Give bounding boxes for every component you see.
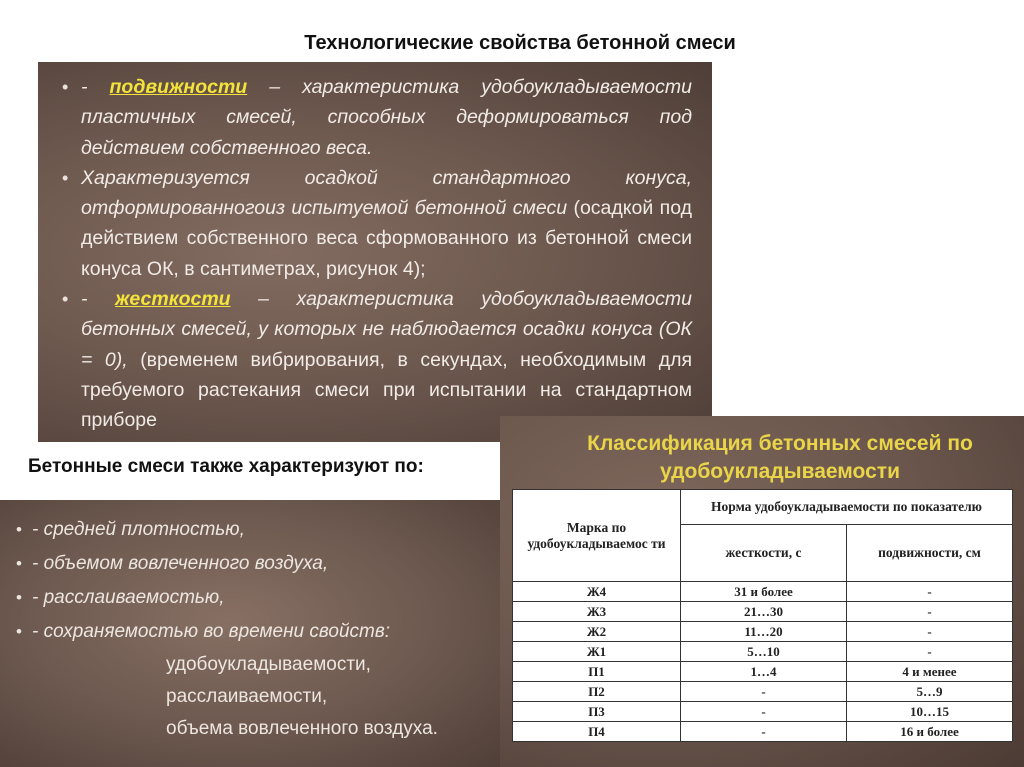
characteristics-heading: Бетонные смеси также характеризуют по: <box>28 456 424 477</box>
bullet-dot-icon: • <box>16 622 22 641</box>
term-mobility: подвижности <box>109 76 248 98</box>
cell-mobility: - <box>847 642 1013 662</box>
table-row <box>513 702 1013 722</box>
cell-mobility: - <box>847 602 1013 622</box>
mobility-definition: характеристика удобоукладываемости пластичных смесей, способных деформироваться под действием собственного веса. <box>81 76 692 159</box>
table-row <box>513 602 1013 622</box>
term-dash: – <box>247 76 303 98</box>
list-item <box>16 615 510 649</box>
cell-stiffness: - <box>681 722 847 742</box>
cell-mark: Ж1 <box>513 642 681 662</box>
cell-mobility: 4 и менее <box>847 662 1013 682</box>
bullet-prefix: - <box>81 288 116 311</box>
definition-panel <box>38 62 712 442</box>
stiffness-text-plain: (временем вибрирования, в секундах, необходимым для требуемого растекания смеси при испытании на стандартном приборе <box>81 348 693 432</box>
stiffness-text-italic: – характеристика удобоукладываемости бетонных смесей, у которых не наблюдается осадки конуса (ОК = 0), <box>81 288 692 371</box>
table-row <box>513 682 1013 702</box>
header-norm: Норма удобоукладываемости по показателю <box>681 490 1013 525</box>
cell-stiffness: - <box>681 682 847 702</box>
list-item-label: - объемом вовлеченного воздуха, <box>32 553 329 574</box>
header-stiffness: жесткости, с <box>681 525 847 582</box>
cell-stiffness: 21…30 <box>681 602 847 622</box>
slump-text-italic: Характеризуется осадкой стандартного конуса, отформированногоиз испытуемой бетонной смеси <box>81 166 692 220</box>
cell-mark: Ж3 <box>513 602 681 622</box>
cell-stiffness: 31 и более <box>681 582 847 602</box>
list-item-label: - расслаиваемостью, <box>32 587 225 608</box>
bullet-dot-icon: • <box>16 588 22 607</box>
cell-mark: Ж4 <box>513 582 681 602</box>
cell-mark: П2 <box>513 682 681 702</box>
bullet-stiffness <box>60 284 692 435</box>
sub-list-item: объема вовлеченного воздуха. <box>166 718 438 739</box>
sub-list-item: удобоукладываемости, <box>166 654 371 675</box>
cell-mobility: - <box>847 582 1013 602</box>
cell-mark: П4 <box>513 722 681 742</box>
list-item <box>16 513 510 547</box>
table-row <box>513 622 1013 642</box>
cell-mobility: 10…15 <box>847 702 1013 722</box>
cell-stiffness: 5…10 <box>681 642 847 662</box>
bullet-dot-icon: • <box>62 77 69 97</box>
table-row <box>513 642 1013 662</box>
list-item-label: - сохраняемостью во времени свойств: <box>32 621 391 642</box>
cell-mark: П3 <box>513 702 681 722</box>
table-row <box>513 582 1013 602</box>
bullet-dot-icon: • <box>62 167 69 188</box>
cell-stiffness: - <box>681 702 847 722</box>
bullet-dot-icon: • <box>62 289 69 310</box>
table-title: Классификация бетонных смесей по удобоукладываемости <box>587 432 973 483</box>
cell-mobility: 16 и более <box>847 722 1013 742</box>
list-item <box>16 581 510 615</box>
slump-text-plain: (осадкой под действием собственного веса сформованного из бетонной смеси конуса ОК, в сантиметрах, рисунок 4); <box>81 197 692 280</box>
table-body <box>513 582 1013 742</box>
classification-table <box>512 489 1013 742</box>
classification-card <box>500 416 1024 767</box>
page-title: Технологические свойства бетонной смеси <box>304 32 736 54</box>
cell-mark: П1 <box>513 662 681 682</box>
characteristics-panel <box>0 500 510 767</box>
bullet-mobility <box>60 72 692 163</box>
bullet-slump <box>60 163 692 284</box>
bullet-dot-icon: • <box>16 554 22 573</box>
list-item-label: - средней плотностью, <box>32 519 245 540</box>
sub-list-item: расслаиваемости, <box>166 686 328 707</box>
header-mark: Марка по удобоукладываемос ти <box>513 490 681 582</box>
list-item <box>16 547 510 581</box>
cell-stiffness: 1…4 <box>681 662 847 682</box>
cell-mark: Ж2 <box>513 622 681 642</box>
bullet-prefix: - <box>81 76 110 98</box>
term-stiffness: жесткости <box>115 288 231 311</box>
table-row <box>513 722 1013 742</box>
cell-mobility: 5…9 <box>847 682 1013 702</box>
cell-stiffness: 11…20 <box>681 622 847 642</box>
table-row <box>513 662 1013 682</box>
cell-mobility: - <box>847 622 1013 642</box>
bullet-dot-icon: • <box>16 520 22 539</box>
header-mobility: подвижности, см <box>847 525 1013 582</box>
